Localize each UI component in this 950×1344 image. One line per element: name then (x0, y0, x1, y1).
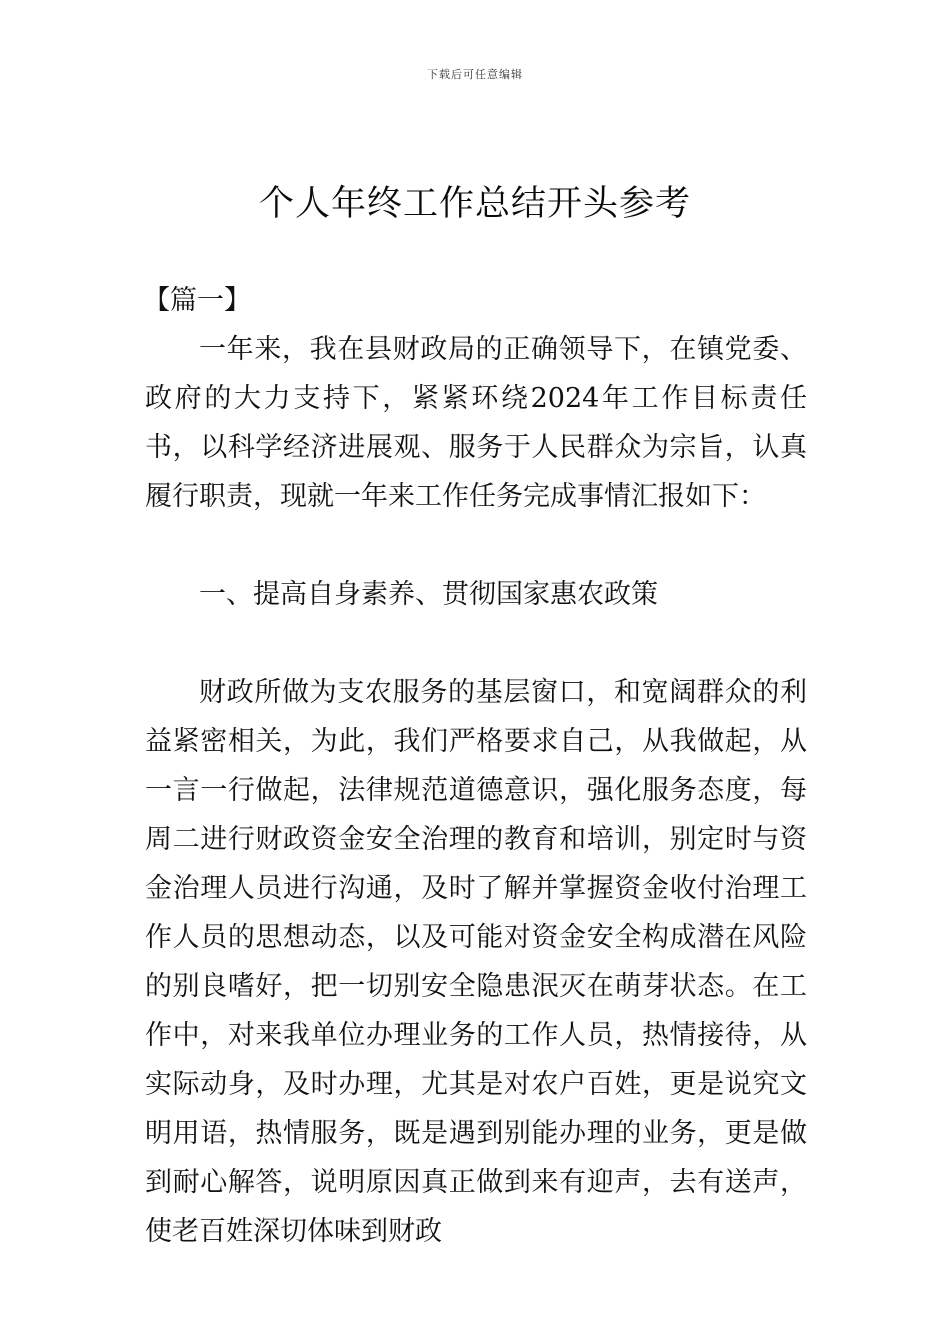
document-title: 个人年终工作总结开头参考 (258, 184, 691, 224)
intro-paragraph: 一年来，我在县财政局的正确领导下，在镇党委、政府的大力支持下，紧紧环绕2024年工作目标责任书，以科学经济进展观、服务于人民群众为宗旨，认真履行职责，现就一年来工作任务完成事情汇报如下： (145, 334, 807, 512)
section-label: 【篇一】 (143, 285, 251, 316)
page-header-note: 下载后可任意编辑 (427, 68, 523, 81)
body-paragraph: 财政所做为支农服务的基层窗口，和宽阔群众的利益紧密相关，为此，我们严格要求自己，从我做起，从一言一行做起，法律规范道德意识，强化服务态度，每周二进行财政资金安全治理的教育和培训，别定时与资金治理人员进行沟通，及时了解并掌握资金收付治理工作人员的思想动态，以及可能对资金安全构成潜在风险的别良嗜好，把一切别安全隐患泯灭在萌芽状态。在工作中，对来我单位办理业务的工作人员，热情接待，从实际动身，及时办理，尤其是对农户百姓，更是说究文明用语，热情服务，既是遇到别能办理的业务，更是做到耐心解答，说明原因真正做到来有迎声，去有送声，使老百姓深切体味到财政 (145, 677, 807, 1247)
section-heading: 一、提高自身素养、贯彻国家惠农政策 (199, 579, 658, 610)
document-body (145, 276, 807, 1256)
